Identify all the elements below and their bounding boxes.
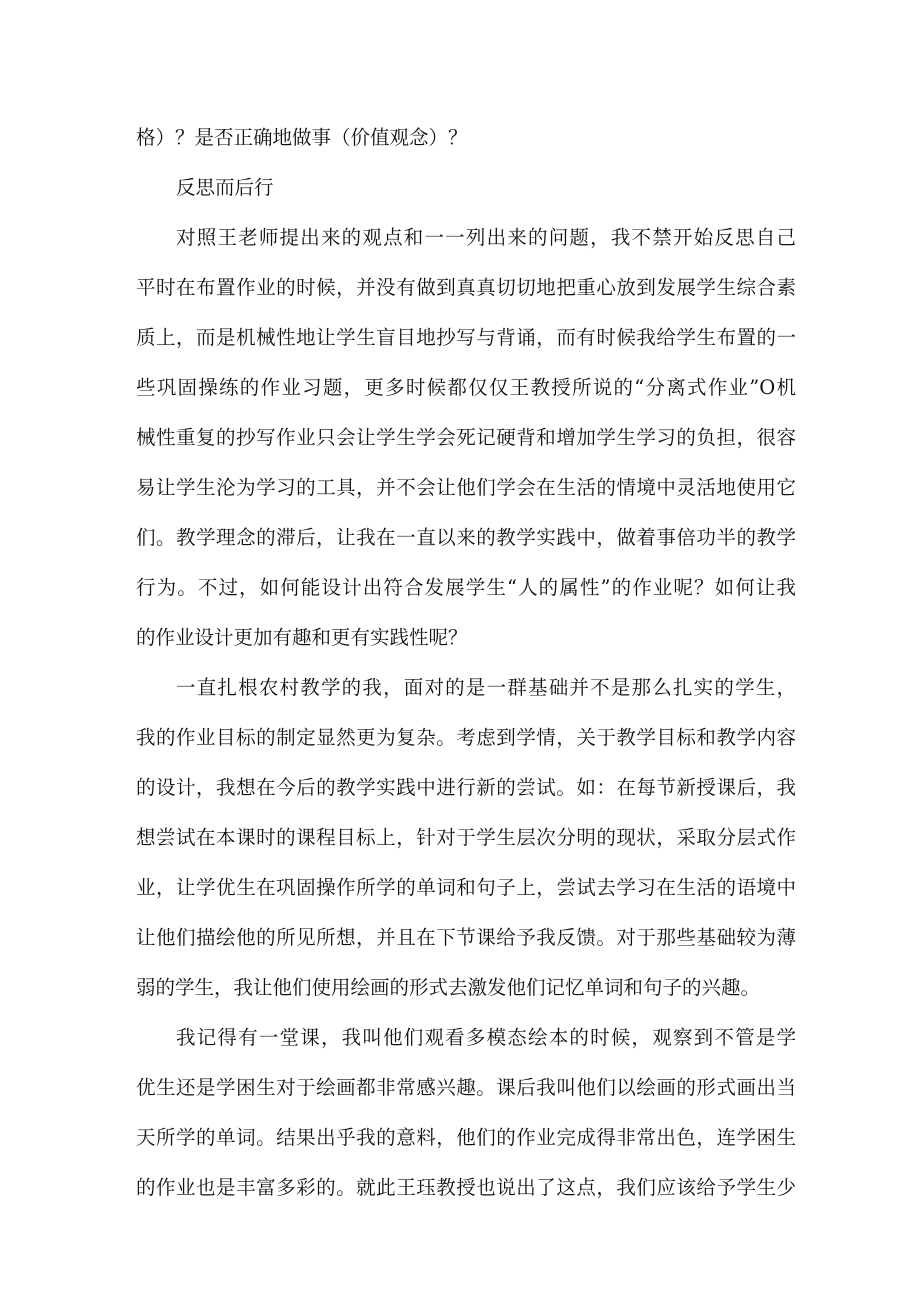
text-line: 我的作业目标的制定显然更为复杂。考虑到学情，关于教学目标和教学内容 — [136, 726, 796, 749]
text-line: 械性重复的抄写作业只会让学生学会死记硬背和增加学生学习的负担，很容 — [136, 426, 796, 449]
section-heading: 反思而后行 — [176, 176, 274, 199]
text-line: 弱的学生，我让他们使用绘画的形式去激发他们记忆单词和句子的兴趣。 — [136, 976, 761, 999]
text-line: 天所学的单词。结果出乎我的意料，他们的作业完成得非常出色，连学困生 — [136, 1126, 796, 1149]
text-line: 易让学生沦为学习的工具，并不会让他们学会在生活的情境中灵活地使用它 — [136, 476, 796, 499]
text-line: 格）？是否正确地做事（价值观念）？ — [136, 126, 468, 149]
text-line: 一直扎根农村教学的我，面对的是一群基础并不是那么扎实的学生， — [176, 676, 796, 699]
text-line: 的作业设计更加有趣和更有实践性呢？ — [136, 626, 468, 649]
text-line: 行为。不过，如何能设计出符合发展学生“人的属性”的作业呢？如何让我 — [136, 576, 796, 599]
text-line: 的设计，我想在今后的教学实践中进行新的尝试。如：在每节新授课后，我 — [136, 776, 796, 799]
text-line: 质上，而是机械性地让学生盲目地抄写与背诵，而有时候我给学生布置的一 — [136, 326, 796, 349]
text-line: 些巩固操练的作业习题，更多时候都仅仅王教授所说的“分离式作业”O机 — [136, 376, 796, 399]
text-line: 对照王老师提出来的观点和一一列出来的问题，我不禁开始反思自己 — [176, 226, 796, 249]
text-line: 业，让学优生在巩固操作所学的单词和句子上，尝试去学习在生活的语境中 — [136, 876, 796, 899]
text-line: 优生还是学困生对于绘画都非常感兴趣。课后我叫他们以绘画的形式画出当 — [136, 1076, 796, 1099]
text-line: 让他们描绘他的所见所想，并且在下节课给予我反馈。对于那些基础较为薄 — [136, 926, 796, 949]
text-line: 我记得有一堂课，我叫他们观看多模态绘本的时候，观察到不管是学 — [176, 1026, 796, 1049]
text-line: 们。教学理念的滞后，让我在一直以来的教学实践中，做着事倍功半的教学 — [136, 526, 796, 549]
text-line: 的作业也是丰富多彩的。就此王珏教授也说出了这点，我们应该给予学生少 — [136, 1176, 796, 1199]
text-line: 想尝试在本课时的课程目标上，针对于学生层次分明的现状，采取分层式作 — [136, 826, 796, 849]
text-line: 平时在布置作业的时候，并没有做到真真切切地把重心放到发展学生综合素 — [136, 276, 796, 299]
